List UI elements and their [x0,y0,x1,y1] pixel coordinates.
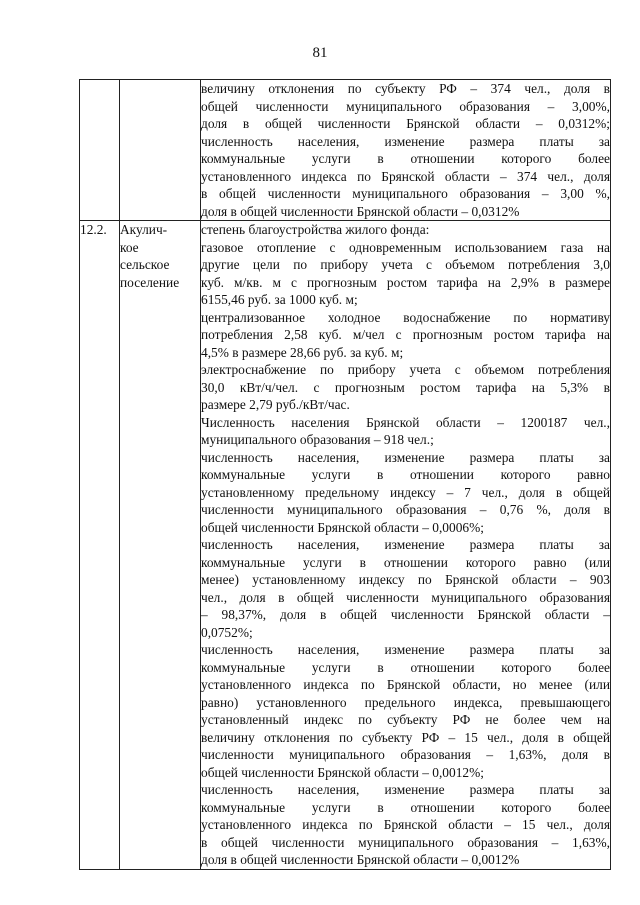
text-line: степень благоустройства жилого фонда: [201,222,430,237]
text-line: численность населения, изменение размера платы за [201,133,610,149]
text-line: – 98,37%, доля в общей численности Брянской области – [201,607,610,622]
text-line: численности муниципального образования – 0,76 %, доля в [201,502,610,517]
text-line: коммунальные услуги в отношении которого более [201,151,610,166]
text-line: коммунальные услуги в отношении которого равно (или [201,554,610,570]
text-line: 6155,46 руб. за 1000 куб. м; [201,292,358,307]
text-line: установленного индекса по Брянской области, но менее (или [201,677,610,692]
name-line: поселение [120,274,180,290]
text-line: 4,5% в размере 28,66 руб. за куб. м; [201,344,404,360]
text-line: установленному предельному индексу – 7 чел., доля в общей [201,484,610,500]
text-line: размере 2,79 руб./кВт/час. [201,397,350,412]
name-line: сельское [120,257,170,272]
row-text-cell [201,221,611,870]
text-line: 0,0752%; [201,624,253,640]
text-line: общей численности Брянской области – 0,0006%; [201,519,484,535]
text-line: равно) установленного предельного индекса, превышающего [201,694,610,710]
text-line: газовое отопление с одновременным использованием газа на [201,239,610,255]
name-line: Акулич- [120,222,168,237]
name-line: кое [120,239,139,255]
text-line: установленного индекса по Брянской области – 15 чел., доля [201,817,610,832]
page-number: 81 [312,45,328,61]
row-text-cell [201,80,611,221]
text-line: муниципального образования – 918 чел.; [201,432,434,447]
text-line: коммунальные услуги в отношении которого равно [201,467,610,482]
text-line: величину отклонения по субъекту РФ – 374 чел., доля в [201,81,610,96]
text-line: величину отклонения по субъекту РФ – 15 чел., доля в общей [201,729,610,745]
settlement-name-cell [120,80,201,221]
text-line: численность населения, изменение размера платы за [201,537,610,552]
text-line: коммунальные услуги в отношении которого более [201,799,610,815]
text-line: централизованное холодное водоснабжение по нормативу [201,309,610,325]
text-line: менее) установленному индексу по Брянской области – 903 [201,572,610,587]
table-row [80,80,611,221]
row-number-cell [80,80,120,221]
text-line: доля в общей численности Брянской области – 0,0312%; [201,116,610,131]
text-line: численность населения, изменение размера платы за [201,642,610,657]
text-line: другие цели по прибору учета с объемом потребления 3,0 [201,257,610,272]
row-number-cell: 12.2. [80,221,120,870]
text-line: доля в общей численности Брянской области – 0,0012% [201,852,520,867]
text-line: чел., доля в общей численности муниципального образования [201,589,610,605]
text-line: численность населения, изменение размера платы за [201,782,610,797]
text-line: в общей численности муниципального образования – 1,63%, [201,834,610,850]
text-line: потребления 2,58 куб. м/чел с прогнозным ростом тарифа на [201,327,610,342]
text-line: численность населения, изменение размера платы за [201,449,610,465]
text-line: в общей численности муниципального образования – 3,00 %, [201,186,610,201]
text-line: численности муниципального образования – 1,63%, доля в [201,747,610,762]
text-line: Численность населения Брянской области – 1200187 чел., [201,414,610,430]
text-line: общей численности муниципального образования – 3,00%, [201,98,610,114]
text-line: куб. м/кв. м с прогнозным ростом тарифа на 2,9% в размере [201,274,610,290]
text-line: общей численности Брянской области – 0,0012%; [201,764,484,780]
text-line: установленный индекс по субъекту РФ не более чем на [201,712,610,727]
text-line: установленного индекса по Брянской области – 374 чел., доля [201,168,610,184]
text-line: доля в общей численности Брянской области – 0,0312% [201,203,520,219]
document-table [79,79,611,870]
text-line: электроснабжение по прибору учета с объемом потребления [201,362,610,377]
text-line: коммунальные услуги в отношении которого более [201,659,610,675]
settlement-name-cell [120,221,201,870]
table-row [80,221,611,870]
text-line: 30,0 кВт/ч/чел. с прогнозным ростом тарифа на 5,3% в [201,379,610,395]
